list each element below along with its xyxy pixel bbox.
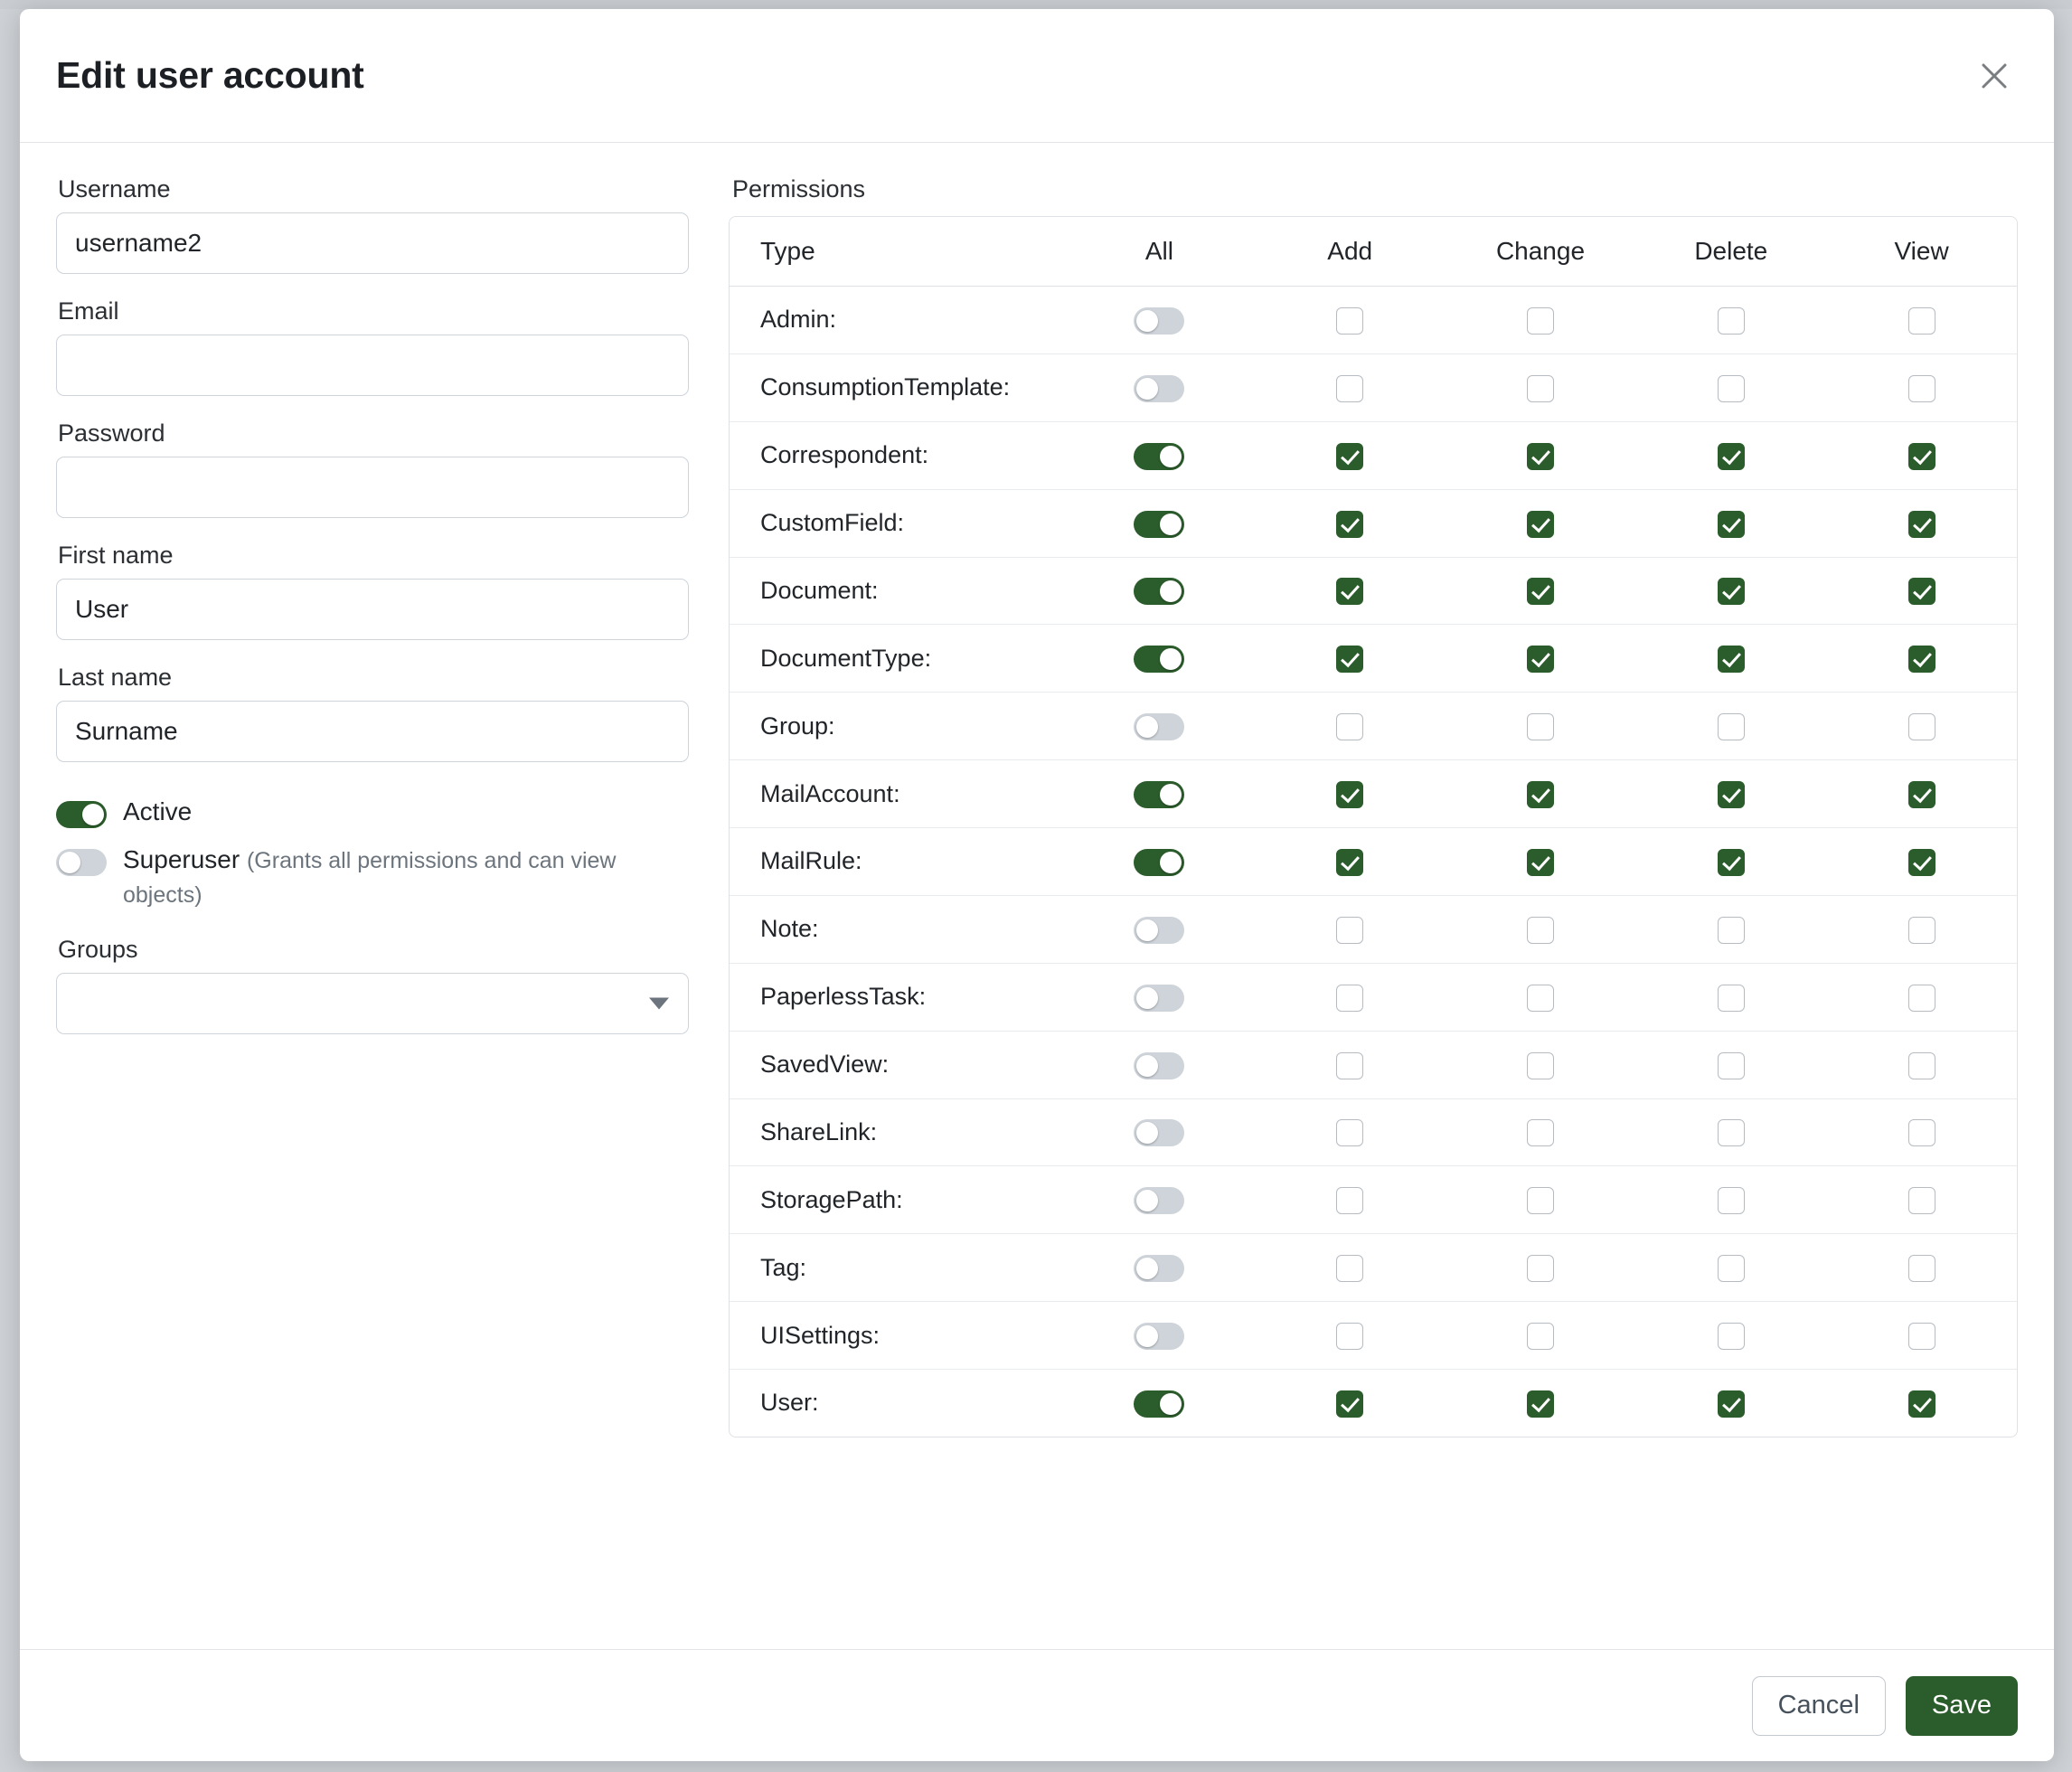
permission-all-cell [1064, 1302, 1255, 1370]
permission-all-cell [1064, 1370, 1255, 1437]
dialog-body [20, 143, 2054, 1649]
permission-type-label: PaperlessTask: [730, 963, 1064, 1031]
permission-add-checkbox-cell [1255, 760, 1446, 828]
permission-delete-checkbox[interactable] [1718, 1255, 1745, 1282]
window-top-strip [0, 0, 2072, 9]
permission-all-cell [1064, 1234, 1255, 1302]
permission-delete-checkbox-cell [1635, 421, 1826, 489]
permission-change-checkbox-cell [1446, 421, 1636, 489]
permission-view-checkbox-cell [1826, 963, 2017, 1031]
dialog-title: Edit user account [56, 54, 364, 96]
permission-delete-checkbox-cell [1635, 1031, 1826, 1098]
permission-delete-checkbox[interactable] [1718, 375, 1745, 402]
superuser-toggle[interactable] [56, 849, 107, 876]
permission-change-checkbox[interactable] [1527, 443, 1554, 470]
permission-view-checkbox[interactable] [1908, 578, 1935, 605]
permission-view-checkbox[interactable] [1908, 985, 1935, 1012]
permission-type-label: MailAccount: [730, 760, 1064, 828]
permission-all-toggle[interactable] [1134, 985, 1184, 1012]
username-input[interactable] [56, 212, 689, 274]
permission-view-checkbox[interactable] [1908, 375, 1935, 402]
permission-change-checkbox[interactable] [1527, 713, 1554, 740]
permission-delete-checkbox-cell [1635, 1370, 1826, 1437]
permission-add-checkbox[interactable] [1336, 1390, 1363, 1418]
permission-type-label: StoragePath: [730, 1166, 1064, 1234]
permission-change-checkbox-cell [1446, 287, 1636, 354]
table-row [730, 693, 2017, 760]
permission-change-checkbox[interactable] [1527, 307, 1554, 335]
permission-view-checkbox[interactable] [1908, 1390, 1935, 1418]
permission-type-label: DocumentType: [730, 625, 1064, 693]
permission-view-checkbox-cell [1826, 895, 2017, 963]
permission-delete-checkbox[interactable] [1718, 917, 1745, 944]
permission-change-checkbox[interactable] [1527, 578, 1554, 605]
permission-all-cell [1064, 489, 1255, 557]
column-header-all: All [1144, 237, 1173, 265]
permission-add-checkbox-cell [1255, 693, 1446, 760]
permission-delete-checkbox[interactable] [1718, 1052, 1745, 1079]
permission-add-checkbox[interactable] [1336, 917, 1363, 944]
permission-delete-checkbox[interactable] [1718, 985, 1745, 1012]
permission-change-checkbox-cell [1446, 828, 1636, 896]
permission-change-checkbox-cell [1446, 1370, 1636, 1437]
permission-change-checkbox[interactable] [1527, 646, 1554, 673]
permission-add-checkbox-cell [1255, 557, 1446, 625]
permission-add-checkbox[interactable] [1336, 1323, 1363, 1350]
permission-all-cell [1064, 557, 1255, 625]
first-name-label: First name [58, 542, 174, 569]
permission-change-checkbox-cell [1446, 895, 1636, 963]
permission-view-checkbox-cell [1826, 828, 2017, 896]
permission-add-checkbox-cell [1255, 353, 1446, 421]
permission-all-toggle[interactable] [1134, 307, 1184, 335]
permission-view-checkbox[interactable] [1908, 511, 1935, 538]
permission-all-cell [1064, 421, 1255, 489]
permission-change-checkbox-cell [1446, 963, 1636, 1031]
permission-all-cell [1064, 895, 1255, 963]
active-label: Active [123, 797, 193, 825]
permission-all-toggle[interactable] [1134, 849, 1184, 876]
permission-all-cell [1064, 1098, 1255, 1166]
groups-select-wrap [56, 973, 689, 1034]
permission-change-checkbox[interactable] [1527, 511, 1554, 538]
permission-add-checkbox-cell [1255, 1302, 1446, 1370]
permission-delete-checkbox[interactable] [1718, 511, 1745, 538]
permissions-table-wrap [729, 216, 2018, 1437]
permission-change-checkbox-cell [1446, 625, 1636, 693]
permission-all-toggle[interactable] [1134, 781, 1184, 808]
user-details-form [56, 175, 689, 1631]
permission-delete-checkbox[interactable] [1718, 646, 1745, 673]
permission-delete-checkbox-cell [1635, 489, 1826, 557]
permission-view-checkbox[interactable] [1908, 646, 1935, 673]
permission-view-checkbox[interactable] [1908, 917, 1935, 944]
permission-view-checkbox-cell [1826, 1234, 2017, 1302]
email-input[interactable] [56, 335, 689, 396]
permission-delete-checkbox[interactable] [1718, 1390, 1745, 1418]
permission-add-checkbox-cell [1255, 1234, 1446, 1302]
permission-type-label: Correspondent: [730, 421, 1064, 489]
email-label: Email [58, 297, 119, 325]
permission-change-checkbox-cell [1446, 693, 1636, 760]
table-row [730, 625, 2017, 693]
permission-add-checkbox-cell [1255, 1166, 1446, 1234]
permission-change-checkbox-cell [1446, 1302, 1636, 1370]
permission-view-checkbox-cell [1826, 287, 2017, 354]
permission-type-label: Admin: [730, 287, 1064, 354]
permission-change-checkbox[interactable] [1527, 985, 1554, 1012]
permission-add-checkbox[interactable] [1336, 849, 1363, 876]
permission-view-checkbox[interactable] [1908, 443, 1935, 470]
permission-add-checkbox-cell [1255, 421, 1446, 489]
active-toggle[interactable] [56, 801, 107, 828]
permission-type-label: Tag: [730, 1234, 1064, 1302]
permission-delete-checkbox-cell [1635, 693, 1826, 760]
permission-change-checkbox[interactable] [1527, 1390, 1554, 1418]
dialog-footer [20, 1649, 2054, 1761]
permission-type-label: SavedView: [730, 1031, 1064, 1098]
permission-view-checkbox-cell [1826, 1098, 2017, 1166]
permission-type-label: Note: [730, 895, 1064, 963]
permission-all-toggle[interactable] [1134, 511, 1184, 538]
permission-all-toggle[interactable] [1134, 1187, 1184, 1214]
permission-change-checkbox-cell [1446, 1234, 1636, 1302]
table-row [730, 895, 2017, 963]
permission-view-checkbox-cell [1826, 693, 2017, 760]
permission-view-checkbox-cell [1826, 557, 2017, 625]
permissions-heading: Permissions [732, 175, 866, 203]
column-header-change: Change [1495, 237, 1586, 265]
permission-delete-checkbox-cell [1635, 1302, 1826, 1370]
permission-type-label: CustomField: [730, 489, 1064, 557]
permission-change-checkbox[interactable] [1527, 781, 1554, 808]
permission-change-checkbox-cell [1446, 557, 1636, 625]
permission-view-checkbox[interactable] [1908, 1187, 1935, 1214]
groups-select[interactable] [56, 973, 689, 1034]
permission-add-checkbox[interactable] [1336, 646, 1363, 673]
permission-delete-checkbox-cell [1635, 1234, 1826, 1302]
permission-change-checkbox[interactable] [1527, 917, 1554, 944]
permission-change-checkbox-cell [1446, 353, 1636, 421]
permission-add-checkbox-cell [1255, 489, 1446, 557]
table-row [730, 963, 2017, 1031]
permission-add-checkbox-cell [1255, 828, 1446, 896]
permission-add-checkbox-cell [1255, 287, 1446, 354]
permission-change-checkbox-cell [1446, 1166, 1636, 1234]
table-row [730, 489, 2017, 557]
permission-all-cell [1064, 287, 1255, 354]
permission-delete-checkbox-cell [1635, 760, 1826, 828]
permission-view-checkbox-cell [1826, 760, 2017, 828]
first-name-input[interactable] [56, 579, 689, 640]
permission-add-checkbox[interactable] [1336, 307, 1363, 335]
permission-all-cell [1064, 625, 1255, 693]
permission-view-checkbox-cell [1826, 1031, 2017, 1098]
table-row [730, 828, 2017, 896]
permission-all-cell [1064, 353, 1255, 421]
permissions-section [729, 175, 2018, 1631]
permission-delete-checkbox[interactable] [1718, 1119, 1745, 1146]
permission-all-cell [1064, 693, 1255, 760]
permission-change-checkbox-cell [1446, 760, 1636, 828]
permission-all-toggle[interactable] [1134, 375, 1184, 402]
column-header-delete: Delete [1694, 237, 1768, 265]
permission-add-checkbox[interactable] [1336, 375, 1363, 402]
permission-add-checkbox[interactable] [1336, 1255, 1363, 1282]
active-toggle-row [56, 795, 689, 830]
permission-delete-checkbox-cell [1635, 625, 1826, 693]
superuser-toggle-row [56, 843, 689, 912]
permission-delete-checkbox-cell [1635, 828, 1826, 896]
permission-view-checkbox-cell [1826, 1166, 2017, 1234]
permission-change-checkbox[interactable] [1527, 1119, 1554, 1146]
permission-add-checkbox-cell [1255, 1031, 1446, 1098]
permission-all-toggle[interactable] [1134, 1323, 1184, 1350]
table-row [730, 557, 2017, 625]
permission-change-checkbox-cell [1446, 489, 1636, 557]
permission-change-checkbox[interactable] [1527, 1255, 1554, 1282]
last-name-label: Last name [58, 664, 173, 691]
permission-all-cell [1064, 963, 1255, 1031]
permission-view-checkbox[interactable] [1908, 1052, 1935, 1079]
permission-delete-checkbox[interactable] [1718, 578, 1745, 605]
permission-delete-checkbox-cell [1635, 1166, 1826, 1234]
table-row [730, 1031, 2017, 1098]
permission-all-toggle[interactable] [1134, 1390, 1184, 1418]
permission-view-checkbox[interactable] [1908, 1323, 1935, 1350]
permission-type-label: Document: [730, 557, 1064, 625]
permission-view-checkbox[interactable] [1908, 849, 1935, 876]
permission-type-label: ConsumptionTemplate: [730, 353, 1064, 421]
table-row [730, 1234, 2017, 1302]
permission-delete-checkbox[interactable] [1718, 849, 1745, 876]
permission-add-checkbox[interactable] [1336, 713, 1363, 740]
permissions-table-body [730, 287, 2017, 1437]
permission-delete-checkbox-cell [1635, 895, 1826, 963]
permission-add-checkbox-cell [1255, 1370, 1446, 1437]
permission-add-checkbox[interactable] [1336, 781, 1363, 808]
permission-delete-checkbox[interactable] [1718, 443, 1745, 470]
permission-all-cell [1064, 1166, 1255, 1234]
table-row [730, 353, 2017, 421]
permission-view-checkbox-cell [1826, 353, 2017, 421]
table-row [730, 1370, 2017, 1437]
permission-type-label: MailRule: [730, 828, 1064, 896]
permission-delete-checkbox[interactable] [1718, 713, 1745, 740]
permission-delete-checkbox[interactable] [1718, 1187, 1745, 1214]
permission-all-toggle[interactable] [1134, 713, 1184, 740]
permission-view-checkbox-cell [1826, 1302, 2017, 1370]
groups-label: Groups [58, 935, 138, 963]
table-row [730, 421, 2017, 489]
permission-change-checkbox[interactable] [1527, 1187, 1554, 1214]
permission-view-checkbox-cell [1826, 1370, 2017, 1437]
permission-change-checkbox-cell [1446, 1098, 1636, 1166]
permission-delete-checkbox[interactable] [1718, 1323, 1745, 1350]
permission-type-label: ShareLink: [730, 1098, 1064, 1166]
permission-type-label: UISettings: [730, 1302, 1064, 1370]
permission-view-checkbox[interactable] [1908, 1119, 1935, 1146]
permission-change-checkbox-cell [1446, 1031, 1636, 1098]
permission-all-cell [1064, 1031, 1255, 1098]
permission-delete-checkbox-cell [1635, 353, 1826, 421]
table-row [730, 287, 2017, 354]
permission-all-toggle[interactable] [1134, 1255, 1184, 1282]
save-button[interactable]: Save [1906, 1676, 2018, 1736]
permission-all-toggle[interactable] [1134, 443, 1184, 470]
permissions-header-row [730, 217, 2017, 287]
superuser-label: Superuser [123, 844, 240, 873]
permission-add-checkbox[interactable] [1336, 1052, 1363, 1079]
permission-view-checkbox-cell [1826, 421, 2017, 489]
permission-delete-checkbox-cell [1635, 963, 1826, 1031]
password-input[interactable] [56, 457, 689, 518]
column-header-view: View [1894, 237, 1949, 265]
permission-view-checkbox-cell [1826, 625, 2017, 693]
permission-add-checkbox[interactable] [1336, 1119, 1363, 1146]
permission-change-checkbox[interactable] [1527, 375, 1554, 402]
superuser-label-wrap [123, 843, 674, 912]
password-label: Password [58, 419, 165, 447]
permission-delete-checkbox-cell [1635, 1098, 1826, 1166]
permission-add-checkbox[interactable] [1336, 578, 1363, 605]
permission-add-checkbox-cell [1255, 895, 1446, 963]
permission-change-checkbox[interactable] [1527, 1323, 1554, 1350]
table-row [730, 1098, 2017, 1166]
permissions-table [730, 217, 2017, 1437]
permission-view-checkbox-cell [1826, 489, 2017, 557]
username-label: Username [58, 175, 171, 203]
permission-all-toggle[interactable] [1134, 578, 1184, 605]
permission-type-label: User: [730, 1370, 1064, 1437]
last-name-input[interactable] [56, 701, 689, 762]
permission-delete-checkbox[interactable] [1718, 781, 1745, 808]
permission-change-checkbox[interactable] [1527, 849, 1554, 876]
permission-type-label: Group: [730, 693, 1064, 760]
close-icon[interactable] [1969, 51, 2020, 101]
permissions-table-head [730, 217, 2017, 287]
table-row [730, 1302, 2017, 1370]
permission-change-checkbox[interactable] [1527, 1052, 1554, 1079]
permission-view-checkbox[interactable] [1908, 307, 1935, 335]
permission-add-checkbox-cell [1255, 1098, 1446, 1166]
permission-view-checkbox[interactable] [1908, 713, 1935, 740]
superuser-hint: (Grants all permissions and can view objects) [123, 847, 617, 909]
cancel-button[interactable]: Cancel [1752, 1676, 1886, 1736]
permission-delete-checkbox-cell [1635, 287, 1826, 354]
column-header-type: Type [760, 237, 815, 265]
table-row [730, 1166, 2017, 1234]
permission-add-checkbox-cell [1255, 625, 1446, 693]
permission-delete-checkbox-cell [1635, 557, 1826, 625]
table-row [730, 760, 2017, 828]
permission-all-toggle[interactable] [1134, 1052, 1184, 1079]
permission-all-toggle[interactable] [1134, 1119, 1184, 1146]
permission-all-cell [1064, 828, 1255, 896]
permission-view-checkbox[interactable] [1908, 1255, 1935, 1282]
permission-add-checkbox[interactable] [1336, 985, 1363, 1012]
permission-delete-checkbox[interactable] [1718, 307, 1745, 335]
edit-user-account-dialog [20, 9, 2054, 1761]
column-header-add: Add [1327, 237, 1373, 265]
permission-all-toggle[interactable] [1134, 917, 1184, 944]
dialog-header [20, 9, 2054, 143]
permission-view-checkbox[interactable] [1908, 781, 1935, 808]
permission-add-checkbox[interactable] [1336, 443, 1363, 470]
permission-all-toggle[interactable] [1134, 646, 1184, 673]
permission-add-checkbox-cell [1255, 963, 1446, 1031]
permission-all-cell [1064, 760, 1255, 828]
permission-add-checkbox[interactable] [1336, 511, 1363, 538]
permission-add-checkbox[interactable] [1336, 1187, 1363, 1214]
